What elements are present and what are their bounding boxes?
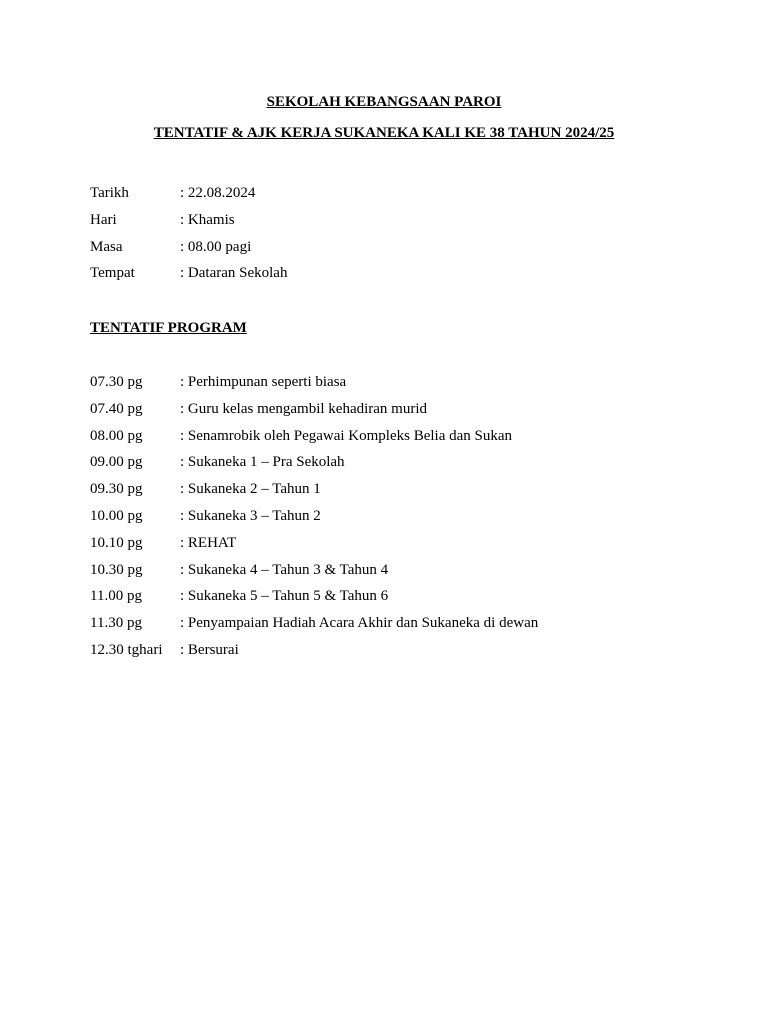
schedule-row: [90, 453, 538, 480]
schedule-activity: : Bersurai: [180, 641, 239, 658]
info-value: : Dataran Sekolah: [180, 265, 288, 282]
schedule-row: [90, 561, 538, 588]
info-label: Hari: [90, 211, 117, 228]
schedule-row: [90, 534, 538, 561]
schedule-time: 09.00 pg: [90, 454, 143, 471]
schedule-time: 10.00 pg: [90, 507, 143, 524]
event-title: TENTATIF & AJK KERJA SUKANEKA KALI KE 38 TAHUN 2024/25: [153, 125, 615, 141]
info-row-time: [90, 238, 287, 265]
program-heading: TENTATIF PROGRAM: [90, 320, 247, 336]
schedule-time: 11.00 pg: [90, 588, 142, 605]
schedule-activity: : Sukaneka 4 – Tahun 3 & Tahun 4: [180, 561, 389, 578]
schedule-activity: : Sukaneka 5 – Tahun 5 & Tahun 6: [180, 588, 389, 605]
schedule-time: 12.30 tghari: [90, 641, 163, 658]
event-info: [90, 184, 287, 291]
program-schedule: [90, 373, 538, 668]
schedule-activity: : Sukaneka 2 – Tahun 1: [180, 481, 321, 498]
schedule-row: [90, 373, 538, 400]
schedule-time: 10.30 pg: [90, 561, 143, 578]
schedule-time: 09.30 pg: [90, 481, 143, 498]
schedule-time: 10.10 pg: [90, 534, 143, 551]
schedule-activity: : Guru kelas mengambil kehadiran murid: [180, 400, 428, 417]
info-row-day: [90, 211, 287, 238]
schedule-time: 08.00 pg: [90, 427, 143, 444]
schedule-row: [90, 480, 538, 507]
schedule-row: [90, 614, 538, 641]
schedule-activity: : Sukaneka 3 – Tahun 2: [180, 507, 321, 524]
info-label: Tarikh: [90, 185, 129, 201]
info-row-venue: [90, 264, 287, 291]
schedule-activity: : Penyampaian Hadiah Acara Akhir dan Sukaneka di dewan: [180, 615, 539, 632]
schedule-row: [90, 400, 538, 427]
info-label: Tempat: [90, 265, 135, 282]
schedule-row: [90, 427, 538, 454]
info-value: : Khamis: [180, 211, 235, 228]
schedule-activity: : Sukaneka 1 – Pra Sekolah: [180, 454, 345, 471]
schedule-time: 07.40 pg: [90, 400, 143, 417]
schedule-row: [90, 507, 538, 534]
schedule-row: [90, 641, 538, 668]
schedule-time: 11.30 pg: [90, 615, 142, 632]
info-label: Masa: [90, 238, 123, 255]
info-value: : 08.00 pagi: [180, 238, 252, 255]
schedule-activity: : REHAT: [180, 534, 237, 551]
schedule-row: [90, 587, 538, 614]
schedule-activity: : Perhimpunan seperti biasa: [180, 374, 347, 390]
info-value: : 22.08.2024: [180, 185, 256, 201]
school-title: SEKOLAH KEBANGSAAN PAROI: [266, 94, 502, 110]
schedule-time: 07.30 pg: [90, 374, 143, 390]
schedule-activity: : Senamrobik oleh Pegawai Kompleks Belia dan Sukan: [180, 427, 513, 444]
info-row-date: [90, 184, 287, 211]
